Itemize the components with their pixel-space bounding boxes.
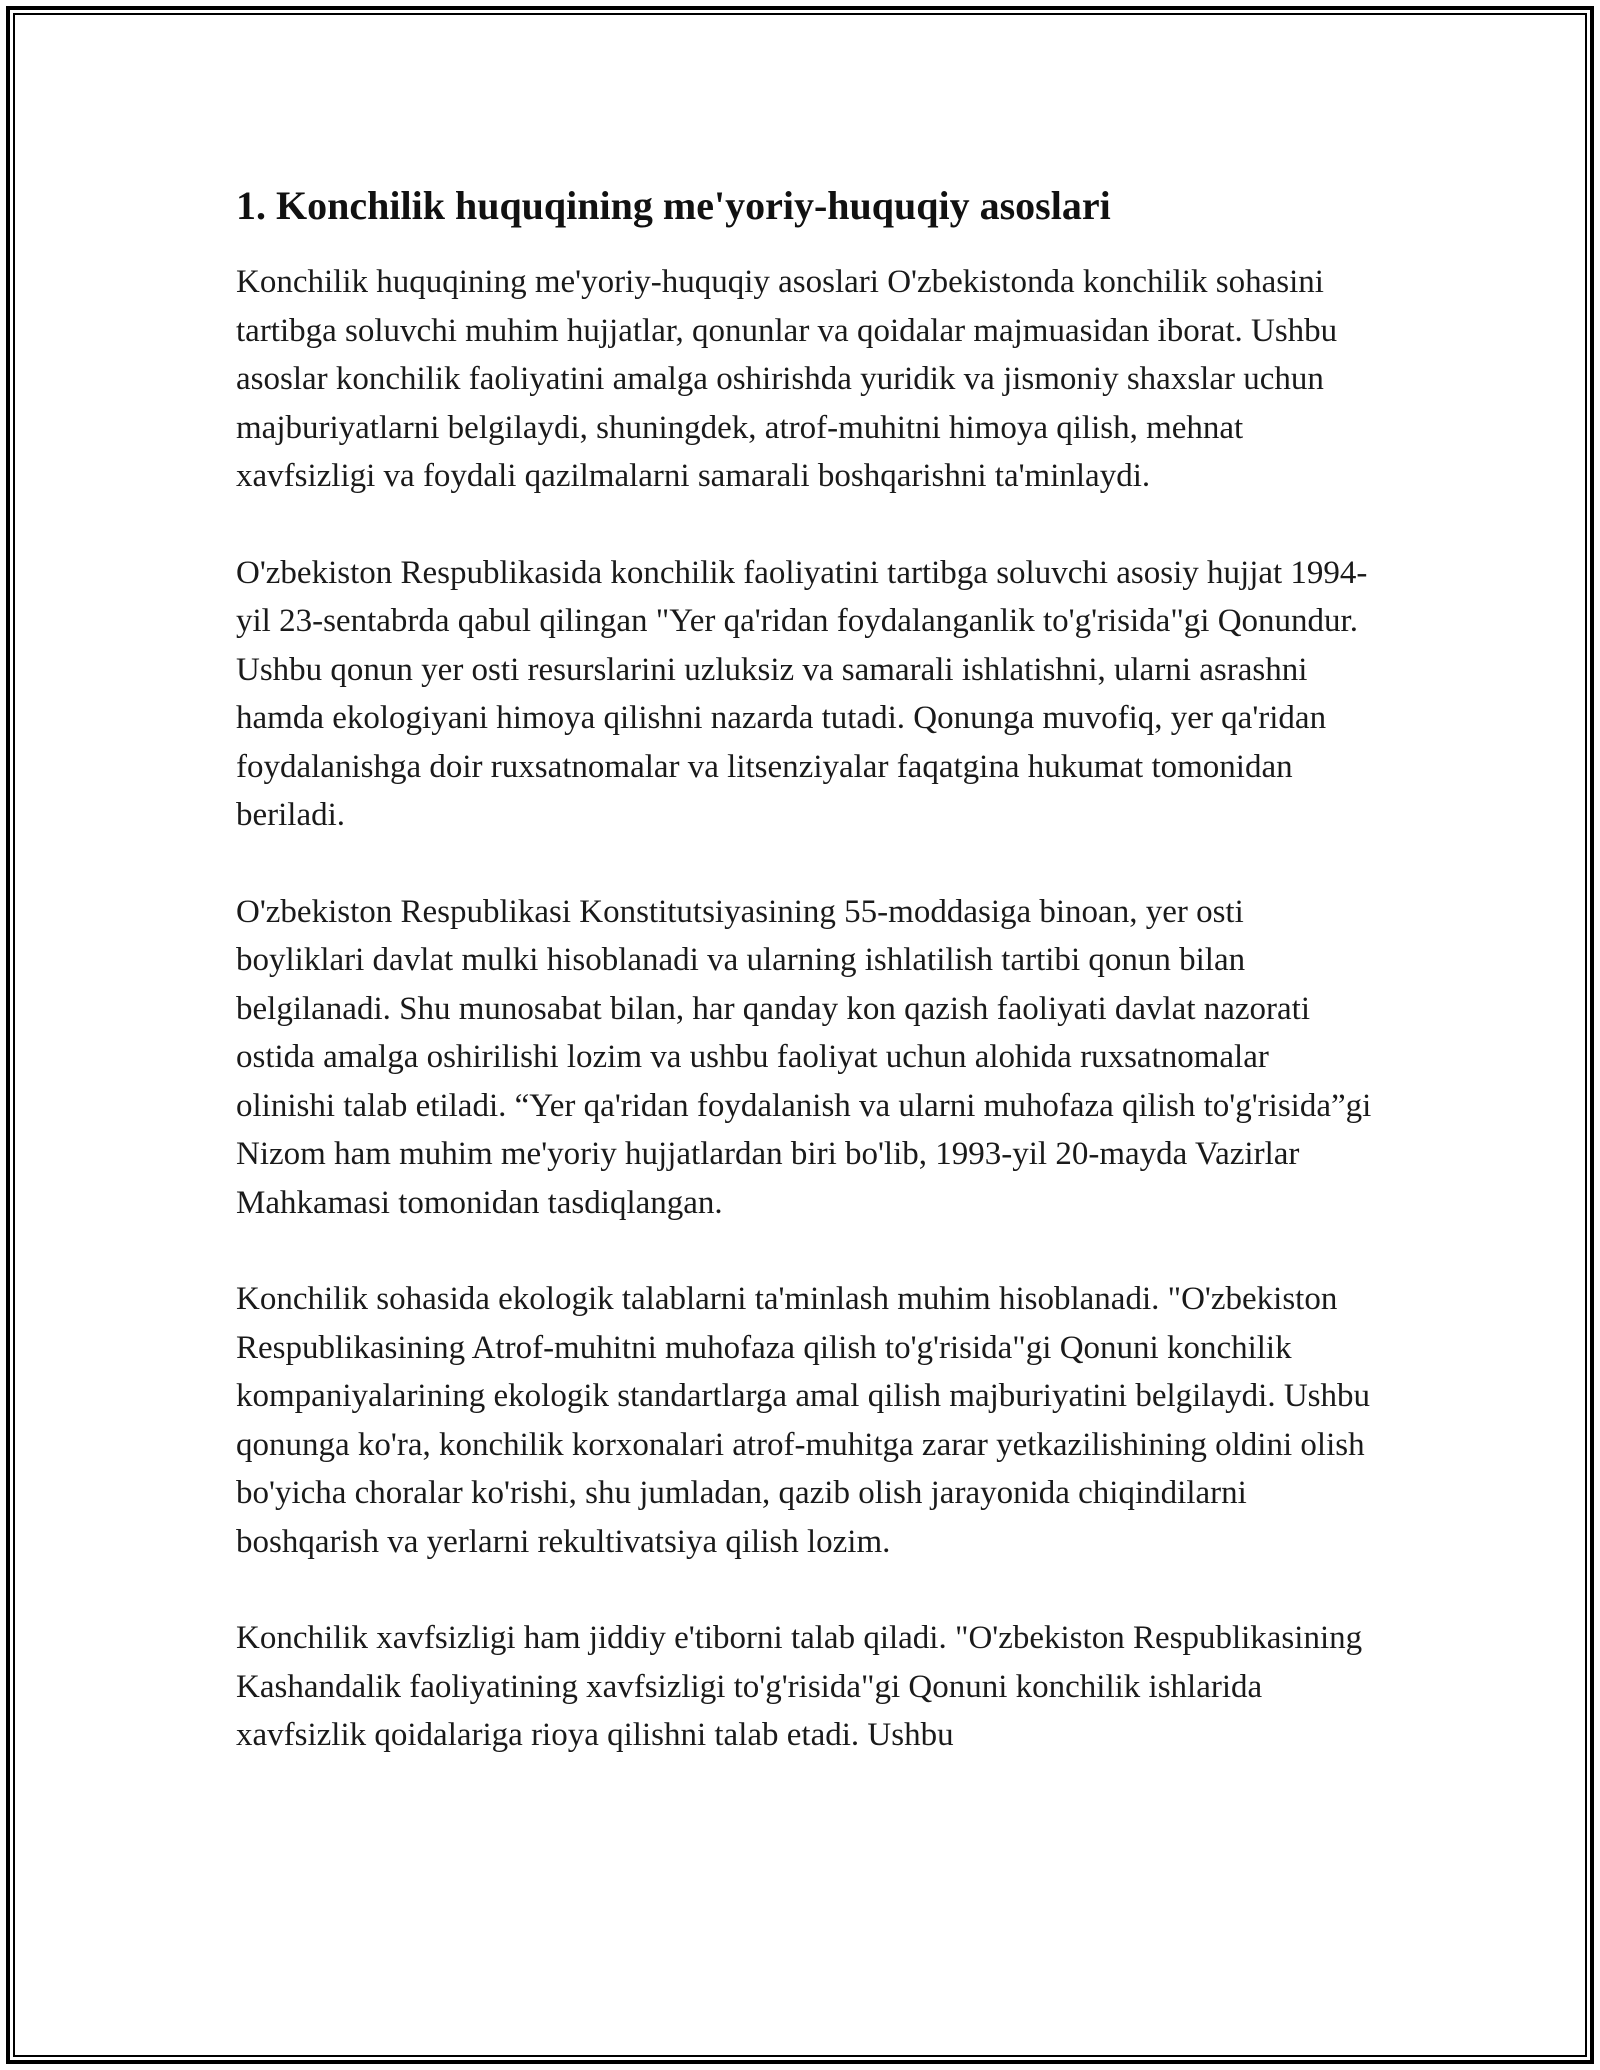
paragraph-1: Konchilik huquqining me'yoriy-huquqiy asoslari O'zbekistonda konchilik sohasini tartibga soluvchi muhim hujjatlar, qonunlar va qoidalar majmuasidan iborat. Ushbu asoslar konchilik faoliyatini amalga oshirishda yuridik va jismoniy shaxslar uchun majburiyatlarni belgilaydi, shuningdek, atrof-muhitni himoya qilish, mehnat xavfsizligi va foydali qazilmalarni samarali boshqarishni ta'minlaydi.: [236, 264, 1338, 494]
paragraph-4: Konchilik sohasida ekologik talablarni ta'minlash muhim hisoblanadi. "O'zbekiston Respublikasining Atrof-muhitni muhofaza qilish to'g'risida"gi Qonuni konchilik kompaniyalarining ekologik standartlarga amal qilish majburiyatini belgilaydi. Ushbu qonunga ko'ra, konchilik korxonalari atrof-muhitga zarar yetkazilishining oldini olish bo'yicha choralar ko'rishi, shu jumladan, qazib olish jarayonida chiqindilarni boshqarish va yerlarni rekultivatsiya qilish lozim.: [236, 1281, 1370, 1560]
document-page: [236, 180, 1376, 1808]
section-heading: 1. Konchilik huquqining me'yoriy-huquqiy asoslari: [236, 183, 1111, 228]
paragraph-3: O'zbekiston Respublikasi Konstitutsiyasining 55-moddasiga binoan, yer osti boyliklari davlat mulki hisoblanadi va ularning ishlatilish tartibi qonun bilan belgilanadi. Shu munosabat bilan, har qanday kon qazish faoliyati davlat nazorati ostida amalga oshirilishi lozim va ushbu faoliyat uchun alohida ruxsatnomalar olinishi talab etiladi. “Yer qa'ridan foydalanish va ularni muhofaza qilish to'g'risida”gi Nizom ham muhim me'yoriy hujjatlardan biri bo'lib, 1993-yil 20-mayda Vazirlar Mahkamasi tomonidan tasdiqlangan.: [236, 893, 1372, 1221]
paragraph-5: Konchilik xavfsizligi ham jiddiy e'tiborni talab qiladi. "O'zbekiston Respublikasining Kashandalik faoliyatining xavfsizligi to'g'risida"gi Qonuni konchilik ishlarida xavfsizlik qoidalariga rioya qilishni talab etadi. Ushbu: [236, 1620, 1363, 1753]
paragraph-2: O'zbekiston Respublikasida konchilik faoliyatini tartibga soluvchi asosiy hujjat 1994-yil 23-sentabrda qabul qilingan "Yer qa'ridan foydalanganlik to'g'risida"gi Qonundur. Ushbu qonun yer osti resurslarini uzluksiz va samarali ishlatishni, ularni asrashni hamda ekologiyani himoya qilishni nazarda tutadi. Qonunga muvofiq, yer qa'ridan foydalanishga doir ruxsatnomalar va litsenziyalar faqatgina hukumat tomonidan beriladi.: [236, 554, 1368, 833]
